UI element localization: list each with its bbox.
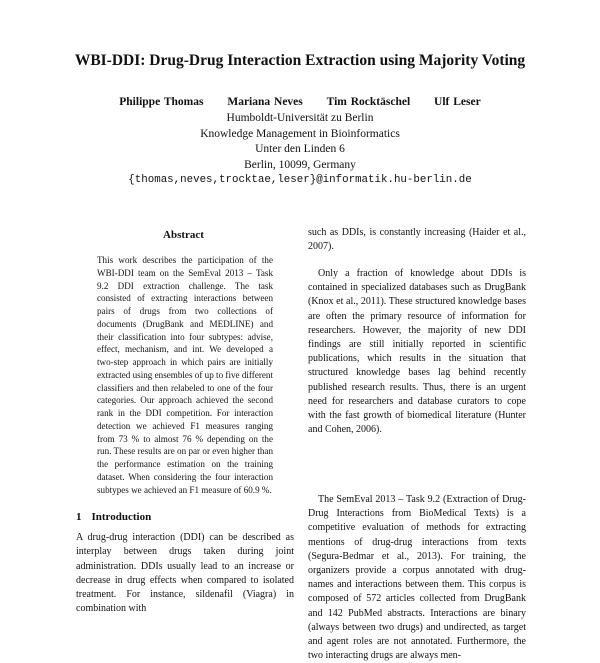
section-number: 1 <box>76 511 82 523</box>
intro-paragraph: A drug-drug interaction (DDI) can be described as interplay between drugs taken during joint administration. DDIs usually lead to an increase or decrease in drug effects when compared to isolated treatment. For instance, sildenafil (Viagra) in combination with <box>76 532 294 615</box>
right-column-paragraph-2: Only a fraction of knowledge about DDIs is contained in specialized databases such as DrugBank (Knox et al., 2011). These structured knowledge bases are often the primary resource of information for researchers. However, the majority of new DDI findings are still initially reported in scientific publications, which results in the situation that structured knowledge bases lag behind recently published research results. Thus, there is an urgent need for researchers and database curators to cope with the fast growth of biomedical literature (Hunter and Cohen, 2006). <box>308 268 526 436</box>
abstract-text: This work describes the participation of the WBI-DDI team on the SemEval 2013 – Task 9.2 DDI extraction challenge. The task consisted of extracting interactions between pairs of drugs from two collections of documents (DrugBank and MEDLINE) and their classification into four subtypes: advise, effect, mechanism, and int. We developed a two-step approach in which pairs are initially extracted using ensembles of up to five different classifiers and then relabeled to one of the four categories. Our approach achieved the second rank in the DDI competition. For interaction detection we achieved F1 measures ranging from 73 % to almost 76 % depending on the run. These results are on par or even higher than the performance estimation on the training dataset. When considering the four interaction subtypes we achieved an F1 measure of 60.9 %. <box>97 255 273 495</box>
author-list <box>0 96 600 108</box>
author-name: Philippe Thomas <box>119 96 204 108</box>
affiliation-university: Humboldt-Universität zu Berlin <box>226 112 374 124</box>
author-name: Mariana Neves <box>227 96 303 108</box>
section-heading <box>76 511 151 523</box>
abstract-heading: Abstract <box>163 229 204 241</box>
affiliation-city: Berlin, 10099, Germany <box>244 158 356 171</box>
affiliation-department: Knowledge Management in Bioinformatics <box>200 127 400 140</box>
author-name: Tim Rocktäschel <box>326 96 411 108</box>
right-column-paragraph-3: The SemEval 2013 – Task 9.2 (Extraction of Drug-Drug Interactions from BioMedical Texts) is a competitive evaluation of methods for extracting mentions of drug-drug interactions from texts (Segura-Bedmar et al., 2013). For training, the organizers provide a corpus annotated with drug-names and interactions between them. This corpus is composed of 572 articles collected from DrugBank and 142 PubMed abstracts. Interactions are binary (always between two drugs) and undirected, as target and agent roles are not annotated. Furthermore, the two interacting drugs are always men- <box>308 494 526 662</box>
author-name: Ulf Leser <box>434 96 481 108</box>
paper-title: WBI-DDI: Drug-Drug Interaction Extraction using Majority Voting <box>74 52 526 69</box>
section-title: Introduction <box>91 511 152 523</box>
affiliation-block <box>0 111 600 189</box>
affiliation-street: Unter den Linden 6 <box>255 143 345 155</box>
right-column-paragraph-1: such as DDIs, is constantly increasing (Haider et al., 2007). <box>308 227 526 253</box>
author-emails: {thomas,neves,trocktae,leser}@informatik.hu-berlin.de <box>128 174 472 186</box>
